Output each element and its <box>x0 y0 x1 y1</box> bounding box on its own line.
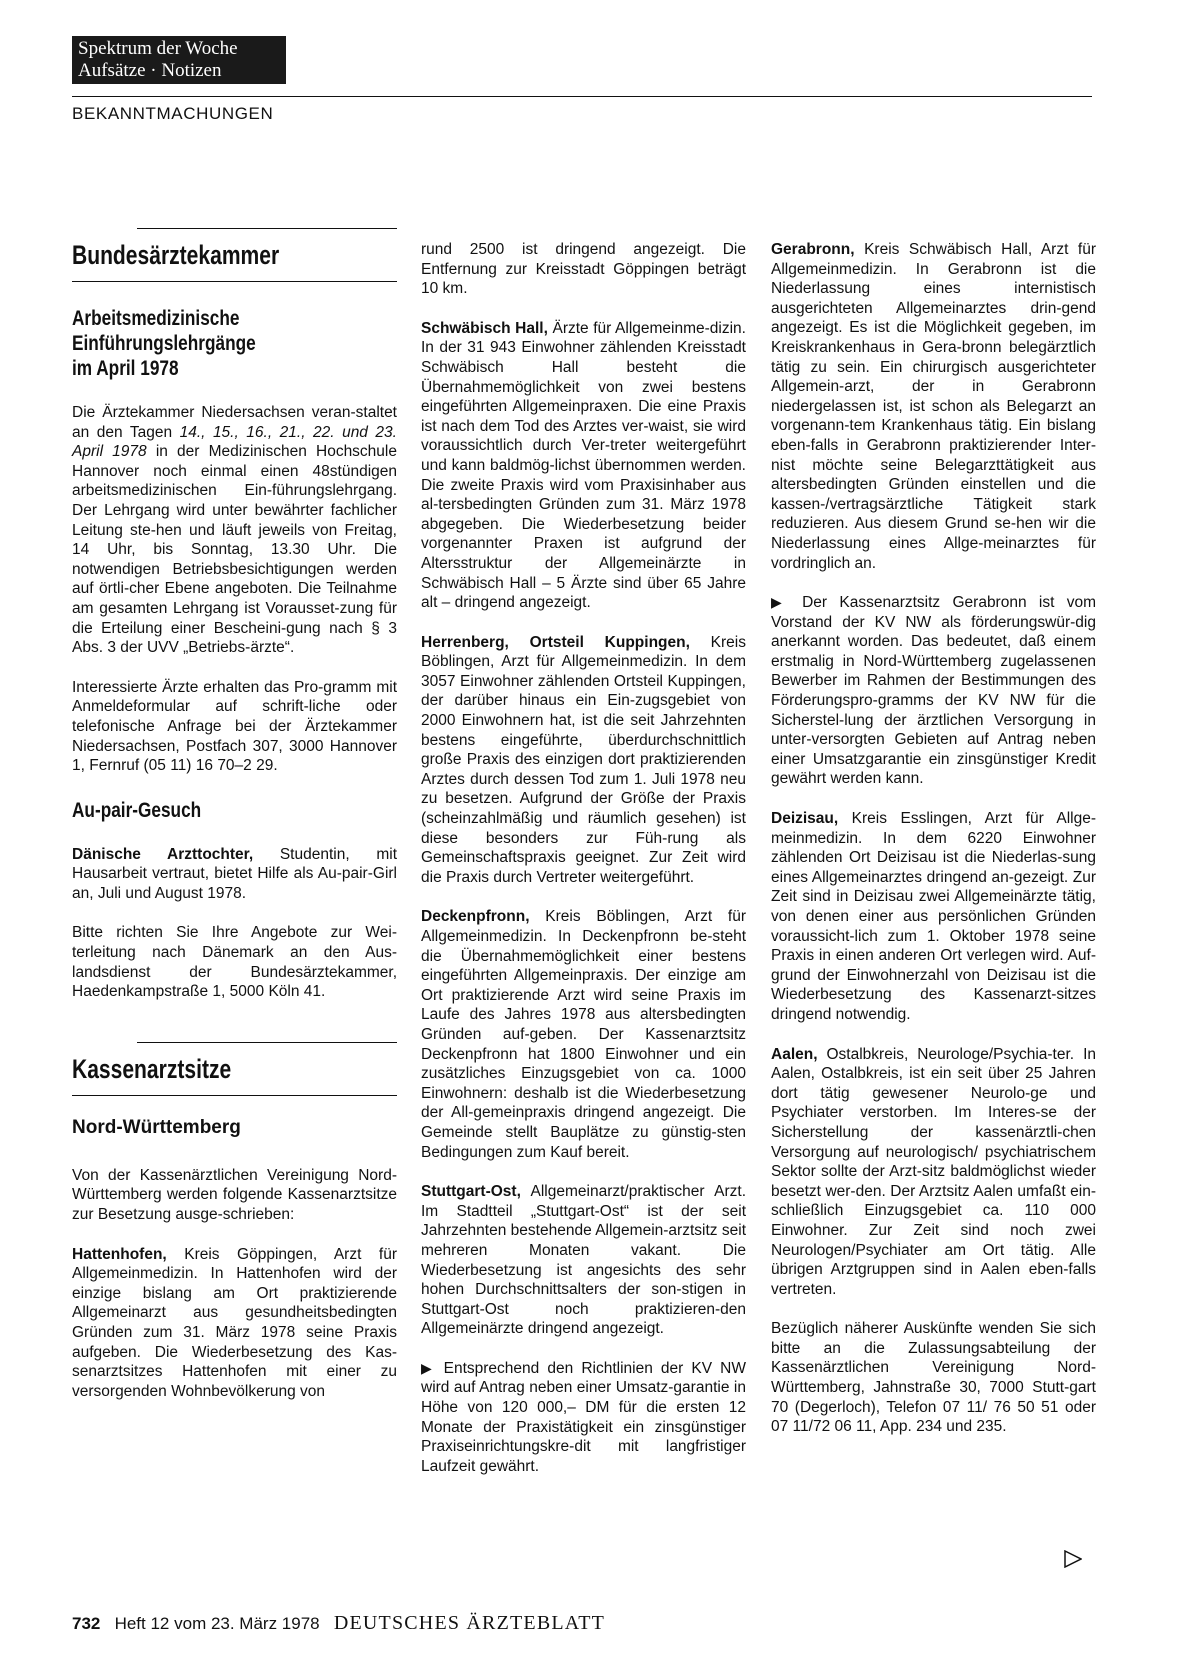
paragraph: Bezüglich näherer Auskünfte wenden Sie sich bitte an die Zulassungsabteilung der Kassenärztlichen Vereinigung Nord-Württemberg, Jahnstraße 30, 7000 Stutt-gart 70 (Degerloch), Telefon 07 11/ 76 50 51 oder 07 11/72 06 11, App. 234 und 235. <box>771 1320 1096 1436</box>
paragraph: ▶ Entsprechend den Richtlinien der KV NW wird auf Antrag neben einer Umsatz-garantie in Höhe von 120 000,– DM für die ersten 12 Monate der Praxistätigkeit ein zinsgünstiger Praxiseinrichtungskre-dit mit langfristiger Laufzeit gewährt. <box>421 1359 746 1475</box>
heading-rule <box>137 228 397 229</box>
paragraph: Die Ärztekammer Niedersachsen veran-staltet an den Tagen 14., 15., 16., 21., 22. und 23. April 1978 in der Medizinischen Hochschule Hannover noch einmal einen 48stündigen arbeitsmedizinischen Ein-führungslehrgang. Der Lehrgang wird unter bewährter fachlicher Leitung ste-hen und läuft jeweils von Freitag, 14 Uhr, bis Sonntag, 13.30 Uhr. Die notwendigen Betriebsbesichtigungen werden auf örtli-cher Ebene angeboten. Die Teilnahme am gesamten Lehrgang ist Vorausset-zung für die Erteilung einer Bescheini-gung nach § 3 Abs. 3 der UVV „Betriebs-ärzte“. <box>72 404 397 657</box>
heading-rule <box>72 1095 397 1096</box>
page-number: 732 <box>72 1614 101 1633</box>
heading-rule <box>137 1042 397 1043</box>
heading-nord-wuerttemberg: Nord-Württemberg <box>72 1116 241 1138</box>
column-1 <box>72 228 397 1421</box>
paragraph: Bitte richten Sie Ihre Angebote zur Wei-terleitung nach Dänemark an den Aus-landsdienst der Bundesärztekammer, Haedenkampstraße 1, 5000 Köln 41. <box>72 924 397 1001</box>
paragraph: Gerabronn, Kreis Schwäbisch Hall, Arzt für Allgemeinmedizin. In Gerabronn ist die Niederlassung eines internistisch ausgerichteten Allgemeinarztes drin-gend angezeigt. Es ist die Möglichkeit gegeben, im Kreiskrankenhaus in Gera-bronn belegärztlich tätig zu sein. Ein chirurgisch ausgerichteter Allgemein-arzt, der in Gerabronn niedergelassen ist, ist schon als Belegarzt an vorgenann-tem Krankenhaus tätig. Ein bislang eben-falls in Gerabronn praktizierender Inter-nist möchte seine Belegarzttätigkeit aus altersbedingten Gründen einstellen und die kassen-/vertragsärztliche Tätigkeit stark reduzieren. Aus diesem Grund se-hen wir die Niederlassung eines Allge-meinarztes für vordringlich an. <box>771 241 1096 572</box>
paragraph: Aalen, Ostalbkreis, Neurologe/Psychia-ter. In Aalen, Ostalbkreis, ist ein seit über 25 Jahren dort tätig gewesener Neurolo-ge und Psychiater verstorben. Im Interes-se der Sicherstellung der kassenärztli-chen Versorgung auf neurologisch/ psychiatrischem Sektor sollte der Arzt-sitz baldmöglichst wieder besetzt wer-den. Der Arztsitz Aalen umfaßt ein-schließlich Einzugsgebiet ca. 110 000 Einwohner. Zur Zeit sind noch zwei Neurologen/Psychiater am Ort tätig. Alle übrigen Arztgruppen sind in Aalen eben-falls vertreten. <box>771 1045 1096 1298</box>
badge-line-2: Aufsätze · Notizen <box>78 60 222 81</box>
section-label: BEKANNTMACHUNGEN <box>72 104 274 123</box>
masthead: DEUTSCHES ÄRZTEBLATT <box>333 1612 606 1634</box>
paragraph: Hattenhofen, Kreis Göppingen, Arzt für Allgemeinmedizin. In Hattenhofen wird der einzige bislang am Ort praktizierende Allgemeinarzt aus gesundheitsbedingten Gründen zum 31. März 1978 seine Praxis aufgeben. Die Wiederbesetzung des Kas-senarztsitzes Hattenhofen mit einer zu versorgenden Wohnbevölkerung von <box>72 1245 397 1400</box>
paragraph: ▶ Der Kassenarztsitz Gerabronn ist vom Vorstand der KV NW als förderungswür-dig anerkannt worden. Das bedeutet, daß einem erstmalig in Nord-Württemberg zugelassenen Bewerber im Rahmen der Bestimmungen des Förderungspro-gramms der KV NW für die Sicherstel-lung der ärztlichen Versorgung in unter-versorgten Gebieten auf Antrag neben einer Umsatzgarantie ein zinsgünstiger Kredit gewährt werden kann. <box>771 594 1096 788</box>
section-badge <box>72 36 286 84</box>
continue-arrow-icon <box>1064 1550 1082 1568</box>
page-footer <box>72 1612 605 1635</box>
paragraph: rund 2500 ist dringend angezeigt. Die Entfernung zur Kreisstadt Göppingen beträgt 10 km. <box>421 241 746 298</box>
paragraph: Von der Kassenärztlichen Vereinigung Nord-Württemberg werden folgende Kassenarztsitze zur Besetzung ausge-schrieben: <box>72 1166 397 1224</box>
paragraph: Dänische Arzttochter, Studentin, mit Hausarbeit vertraut, bietet Hilfe als Au-pair-Girl an, Juli und August 1978. <box>72 845 397 902</box>
badge-line-1: Spektrum der Woche <box>78 38 238 59</box>
bullet-arrow-icon: ▶ <box>421 1359 436 1376</box>
heading-rule <box>72 281 397 282</box>
paragraph: Schwäbisch Hall, Ärzte für Allgemeinme-dizin. In der 31 943 Einwohner zählenden Kreisstadt Schwäbisch Hall besteht die Übernahmemöglichkeit von zwei bestens eingeführten Allgemeinpraxen. Die eine Praxis ist nach dem Tod des Arztes ver-waist, sie wird voraussichtlich durch Ver-treter weitergeführt und kann baldmög-lichst übernommen werden. Die zweite Praxis wird vom Praxisinhaber aus al-tersbedingten Gründen zum 31. März 1978 abgegeben. Die Wiederbesetzung beider vorgenannter Praxen ist aufgrund der Altersstruktur der Allgemeinärzte in Schwäbisch Hall – 5 Ärzte sind über 65 Jahre alt – dringend angezeigt. <box>421 319 746 612</box>
heading-course: Arbeitsmedizinische Einführungslehrgänge im April 1978 <box>72 307 256 380</box>
paragraph: Stuttgart-Ost, Allgemeinarzt/praktischer Arzt. Im Stadtteil „Stuttgart-Ost“ ist der seit Jahrzehnten bestehende Allgemein-arztsitz seit mehreren Monaten vakant. Die Wiederbesetzung ist angesichts des sehr hohen Durchschnittsalters der son-stigen in Stuttgart-Ost noch praktizieren-den Allgemeinärzte dringend angezeigt. <box>421 1183 746 1338</box>
heading-bundesaerztekammer: Bundesärztekammer <box>72 240 280 270</box>
column-2 <box>421 240 746 1496</box>
column-3 <box>771 240 1096 1457</box>
bullet-arrow-icon: ▶ <box>771 594 790 611</box>
heading-aupair: Au-pair-Gesuch <box>72 798 202 822</box>
paragraph: Deckenpfronn, Kreis Böblingen, Arzt für Allgemeinmedizin. In Deckenpfronn be-steht die Übernahmemöglichkeit einer bestens eingeführten Allgemeinpraxis. Der einzige am Ort praktizierende Arzt wird seine Praxis im Laufe des Jahres 1978 aus altersbedingten Gründen auf-geben. Der Kassenarztsitz Deckenpfronn hat 1800 Einwohner und ein zusätzliches Einzugsgebiet von ca. 1000 Einwohnern: deshalb ist die Wiederbesetzung der All-gemeinpraxis dringend angezeigt. Die Gemeinde stellt Bauplätze zu günstig-sten Bedingungen zum Kauf bereit. <box>421 908 746 1161</box>
top-rule <box>72 96 1092 97</box>
paragraph: Interessierte Ärzte erhalten das Pro-gramm mit Anmeldeformular auf schrift-liche oder telefonische Anfrage bei der Ärztekammer Niedersachsen, Postfach 307, 3000 Hannover 1, Fernruf (05 11) 16 70–2 29. <box>72 678 397 775</box>
paragraph: Herrenberg, Ortsteil Kuppingen, Kreis Böblingen, Arzt für Allgemeinmedizin. In dem 3057 Einwohner zählenden Ortsteil Kuppingen, der darüber hinaus ein Ein-zugsgebiet von 2000 Einwohnern hat, ist die seit Jahrzehnten bestens eingeführte, überdurchschnittlich große Praxis des einzigen dort praktizierenden Arztes durch dessen Tod zum 1. Juli 1978 neu zu besetzen. Aufgrund der Größe der Praxis (scheinzahlmäßig und räumlich gesehen) ist diese besonders zur Füh-rung als Gemeinschaftspraxis geeignet. Zur Zeit wird die Praxis durch Vertreter weitergeführt. <box>421 633 746 886</box>
paragraph: Deizisau, Kreis Esslingen, Arzt für Allge-meinmedizin. In dem 6220 Einwohner zählenden Ort Deizisau ist die Niederlas-sung eines Allgemeinarztes dringend an-gezeigt. Zur Zeit sind in Deizisau zwei Allgemeinärzte tätig, von denen einer aus persönlichen Gründen voraussicht-lich zum 1. Oktober 1978 seine Praxis in einen anderen Ort verlegen wird. Auf-grund der Einwohnerzahl von Deizisau ist die Wiederbesetzung des Kassenarzt-sitzes dringend notwendig. <box>771 810 1096 1023</box>
heading-kassenarztsitze: Kassenarztsitze <box>72 1053 232 1084</box>
issue-info: Heft 12 vom 23. März 1978 <box>114 1614 320 1633</box>
